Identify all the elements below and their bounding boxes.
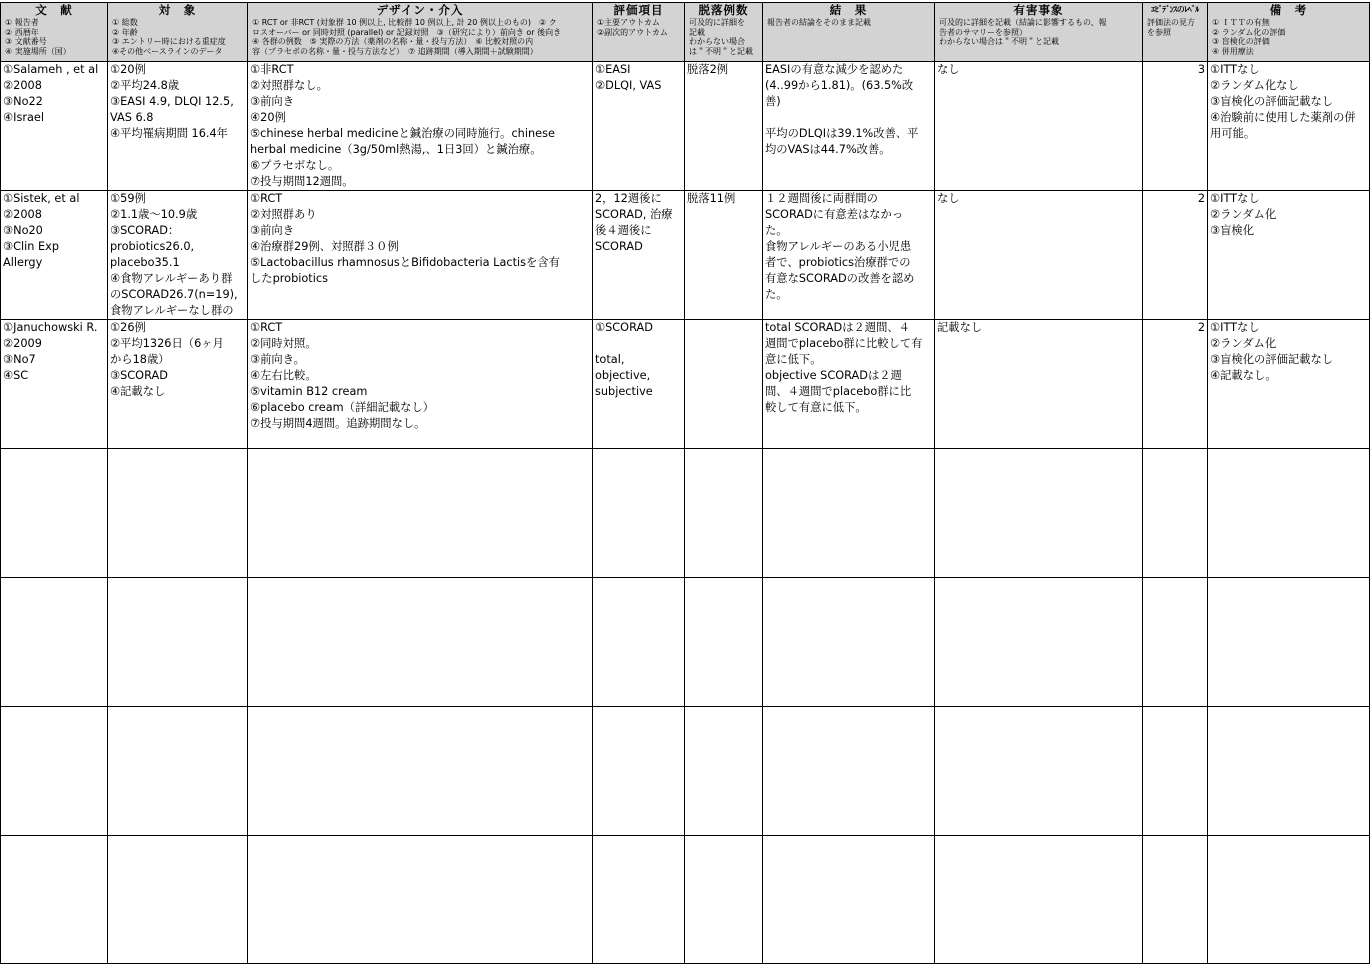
empty-cell <box>935 706 1143 835</box>
subheader-line: ③ 盲検化の評価 <box>1212 37 1270 47</box>
empty-cell <box>108 835 248 963</box>
cell-line: 2，12週後に <box>595 191 662 205</box>
cell-line: ②2009 <box>3 336 42 350</box>
cell-line: 食物アレルギーなし群の <box>110 303 234 317</box>
cell-line: ③盲検化の評価記載なし <box>1210 94 1334 108</box>
cell-line: ④記載なし。 <box>1210 368 1277 382</box>
cell-line: ④治験前に使用した薬剤の併 <box>1210 110 1356 124</box>
cell-line: のSCORAD26.7(n=19), <box>110 287 238 301</box>
cell-line: ③前向き。 <box>250 352 305 366</box>
cell-line: total, <box>595 352 625 366</box>
empty-cell <box>593 706 685 835</box>
cell-line: ④平均罹病期間 16.4年 <box>110 126 228 140</box>
empty-cell <box>1 577 108 706</box>
cell-line: ④Israel <box>3 110 45 124</box>
subheader-line: ③ エントリー時における重症度 <box>112 37 226 47</box>
table-row <box>1 319 1370 448</box>
empty-cell <box>1 835 108 963</box>
cell-literature <box>1 190 108 319</box>
cell-dropouts <box>685 61 763 190</box>
cell-line: ③Clin Exp <box>3 239 60 253</box>
cell-line: SCORAD, 治療 <box>595 207 673 221</box>
cell-line: ①EASI <box>595 62 631 76</box>
cell-line: objective, <box>595 368 651 382</box>
empty-cell <box>685 577 763 706</box>
cell-line: ②同時対照。 <box>250 336 317 350</box>
column-header-notes: 備 考 <box>1208 3 1370 18</box>
cell-line: ①RCT <box>250 320 283 334</box>
column-subheader-literature <box>1 17 108 61</box>
empty-cell <box>1208 577 1370 706</box>
subheader-line: を参照 <box>1147 27 1171 37</box>
cell-line: ③SCORAD <box>110 368 168 382</box>
column-subheader-results <box>763 17 935 61</box>
cell-line: なし <box>937 191 960 205</box>
empty-cell <box>593 835 685 963</box>
column-header-subjects: 対 象 <box>108 3 248 18</box>
subheader-line: 告者のサマリーを参照） <box>939 27 1027 37</box>
cell-results <box>763 319 935 448</box>
table-row <box>1 61 1370 190</box>
subheader-line: ②副次的アウトカム <box>597 27 668 37</box>
cell-line: ④食物アレルギーあり群 <box>110 271 233 285</box>
empty-row <box>1 706 1370 835</box>
empty-cell <box>1 706 108 835</box>
empty-cell <box>1 448 108 577</box>
empty-row <box>1 577 1370 706</box>
cell-adverse <box>935 319 1143 448</box>
subheader-line: 報告者の結論をそのまま記載 <box>767 18 871 27</box>
cell-level: 2 <box>1143 319 1208 448</box>
cell-line: ②平均1326日（6ヶ月 <box>110 336 224 350</box>
cell-line: (4..99から1.81)。(63.5%改 <box>765 78 914 92</box>
cell-line: なし <box>937 62 960 76</box>
cell-line: ②平均24.8歳 <box>110 78 180 92</box>
cell-notes <box>1208 319 1370 448</box>
cell-line: ③SCORAD： <box>110 223 180 237</box>
cell-dropouts <box>685 190 763 319</box>
cell-design <box>248 319 593 448</box>
cell-line: subjective <box>595 384 653 398</box>
cell-adverse <box>935 61 1143 190</box>
cell-line: herbal medicine（3g/50ml熱湯,、1日3回）と鍼治療。 <box>250 142 542 156</box>
cell-line: ⑦投与期間4週間。追跡期間なし。 <box>250 416 426 430</box>
cell-adverse <box>935 190 1143 319</box>
cell-line: placebo35.1 <box>110 255 180 269</box>
empty-row <box>1 835 1370 963</box>
subheader-line: 記載 <box>689 27 705 37</box>
cell-notes <box>1208 61 1370 190</box>
cell-line: ④左右比較。 <box>250 368 317 382</box>
cell-line: Allergy <box>3 255 43 269</box>
cell-line: ③EASI 4.9, DLQI 12.5, <box>110 94 234 108</box>
cell-line: １２週間後に両群間の <box>765 191 878 205</box>
empty-cell <box>1208 835 1370 963</box>
cell-line: 脱落2例 <box>687 62 729 76</box>
cell-line: ②対照群なし。 <box>250 78 328 92</box>
cell-line: ②1.1歳～10.9歳 <box>110 207 198 221</box>
subheader-line: ④ 実施場所（国） <box>5 46 71 56</box>
cell-line: probiotics26.0, <box>110 239 195 253</box>
cell-line: total SCORADは２週間、４ <box>765 320 910 334</box>
cell-line: ⑥placebo cream（詳細記載なし） <box>250 400 435 414</box>
empty-row <box>1 448 1370 577</box>
cell-notes <box>1208 190 1370 319</box>
subheader-line: ① 報告者 <box>5 18 39 27</box>
cell-line: SCORAD <box>595 239 643 253</box>
subheader-line: ロスオーバー or 同時対照 (parallel) or 記録対照 ③（研究により）前向き or 後向き <box>252 27 562 37</box>
empty-cell <box>935 835 1143 963</box>
cell-literature <box>1 61 108 190</box>
column-subheader-adverse <box>935 17 1143 61</box>
column-header-outcomes: 評価項目 <box>593 3 685 18</box>
cell-line: た。 <box>765 287 788 301</box>
cell-line: ④治療群29例、対照群３０例 <box>250 239 399 253</box>
cell-line: 平均のDLQIは39.1%改善、平 <box>765 126 919 140</box>
subheader-line: ③ 文献番号 <box>5 37 47 47</box>
column-subheader-level <box>1143 17 1208 61</box>
cell-line: objective SCORADは２週 <box>765 368 902 382</box>
cell-design <box>248 61 593 190</box>
cell-line: ③前向き <box>250 223 295 237</box>
subheader-line: ② 年齢 <box>112 27 138 37</box>
cell-outcomes <box>593 319 685 448</box>
cell-line: ①26例 <box>110 320 146 334</box>
cell-line: ⑤chinese herbal medicineと鍼治療の同時施行。chinese <box>250 126 555 140</box>
cell-line: 有意なSCORADの改善を認め <box>765 271 915 285</box>
cell-line: ④20例 <box>250 110 286 124</box>
empty-cell <box>593 448 685 577</box>
cell-line: 食物アレルギーのある小児患 <box>765 239 912 253</box>
empty-cell <box>108 577 248 706</box>
table-row <box>1 190 1370 319</box>
cell-line: VAS 6.8 <box>110 110 154 124</box>
cell-results <box>763 190 935 319</box>
empty-cell <box>248 835 593 963</box>
empty-cell <box>763 706 935 835</box>
cell-line: 者で、probiotics治療群での <box>765 255 911 269</box>
cell-line: ③No20 <box>3 223 43 237</box>
empty-cell <box>108 706 248 835</box>
evidence-table <box>0 2 1370 964</box>
column-subheader-outcomes <box>593 17 685 61</box>
cell-line: ①RCT <box>250 191 283 205</box>
empty-cell <box>1143 706 1208 835</box>
subheader-line: 評価法の見方 <box>1147 18 1195 27</box>
cell-line: ②対照群あり <box>250 207 317 221</box>
subheader-line: 可及的に詳細を記載（結論に影響するもの、報 <box>939 18 1107 27</box>
cell-line: 較して有意に低下。 <box>765 400 867 414</box>
cell-line: ⑦投与期間12週間。 <box>250 174 354 188</box>
subheader-line: わからない場合 <box>689 37 745 47</box>
cell-line: ②DLQI, VAS <box>595 78 662 92</box>
cell-line: ⑤vitamin B12 cream <box>250 384 368 398</box>
cell-line: ①Sistek, et al <box>3 191 80 205</box>
subheader-line: ④その他ベースラインのデータ <box>112 46 223 56</box>
empty-cell <box>763 835 935 963</box>
cell-level: 3 <box>1143 61 1208 190</box>
subheader-line: ① RCT or 非RCT (対象群 10 例以上, 比較群 10 例以上, 計 20 例以上のもの) ② ク <box>252 18 557 27</box>
cell-line: ④SC <box>3 368 29 382</box>
cell-line: ①Salameh , et al <box>3 62 99 76</box>
cell-line: ②ランダム化 <box>1210 336 1277 350</box>
column-header-dropouts: 脱落例数 <box>685 3 763 18</box>
cell-line: 均のVASは44.7%改善。 <box>765 142 891 156</box>
subheader-line: わからない場合は＂不明＂と記載 <box>939 37 1059 47</box>
empty-cell <box>935 448 1143 577</box>
cell-line: SCORADに有意差はなかっ <box>765 207 904 221</box>
column-header-literature: 文 献 <box>1 3 108 18</box>
cell-line: 意に低下。 <box>765 352 822 366</box>
cell-line: 後４週後に <box>595 223 652 237</box>
empty-cell <box>1143 448 1208 577</box>
cell-line: ③盲検化の評価記載なし <box>1210 352 1334 366</box>
subheader-line: 可及的に詳細を <box>689 18 745 27</box>
column-subheader-dropouts <box>685 17 763 61</box>
empty-cell <box>685 706 763 835</box>
cell-design <box>248 190 593 319</box>
cell-line: ①20例 <box>110 62 146 76</box>
empty-cell <box>248 706 593 835</box>
cell-line: 週間でplacebo群に比較して有 <box>765 336 923 350</box>
cell-line: ⑥プラセボなし。 <box>250 158 340 172</box>
empty-cell <box>248 448 593 577</box>
empty-cell <box>685 448 763 577</box>
empty-cell <box>935 577 1143 706</box>
cell-line: したprobiotics <box>250 271 328 285</box>
cell-line <box>595 336 682 352</box>
subheader-line: ①主要アウトカム <box>597 18 660 27</box>
cell-dropouts <box>685 319 763 448</box>
cell-line: ⑤Lactobacillus rhamnosusとBifidobacteria Lactisを含有 <box>250 255 560 269</box>
cell-line: ④記載なし <box>110 384 166 398</box>
cell-line: ②ランダム化なし <box>1210 78 1299 92</box>
cell-line: 用可能。 <box>1210 126 1256 140</box>
column-subheader-notes <box>1208 17 1370 61</box>
column-header-design: デザイン・介入 <box>248 3 593 18</box>
cell-line: ③盲検化 <box>1210 223 1255 237</box>
cell-results <box>763 61 935 190</box>
cell-literature <box>1 319 108 448</box>
cell-subjects <box>108 319 248 448</box>
empty-cell <box>1143 577 1208 706</box>
cell-line: ②2008 <box>3 207 42 221</box>
empty-cell <box>108 448 248 577</box>
cell-line: ①ITTなし <box>1210 191 1260 205</box>
cell-line: ①Januchowski R. <box>3 320 98 334</box>
subheader-line: 容（プラセボの名称・量・投与方法など） ⑦ 追跡期間（導入期間＋試験期間） <box>252 46 538 56</box>
empty-cell <box>763 577 935 706</box>
empty-cell <box>763 448 935 577</box>
column-subheader-design <box>248 17 593 61</box>
column-header-adverse: 有害事象 <box>935 3 1143 18</box>
column-header-results: 結 果 <box>763 3 935 18</box>
cell-subjects <box>108 190 248 319</box>
empty-cell <box>1208 706 1370 835</box>
column-subheader-subjects <box>108 17 248 61</box>
empty-cell <box>685 835 763 963</box>
cell-line: た。 <box>765 223 788 237</box>
cell-line <box>765 110 932 126</box>
cell-line: ③前向き <box>250 94 295 108</box>
subheader-line: ② 西暦年 <box>5 27 39 37</box>
cell-line: 脱落11例 <box>687 191 736 205</box>
cell-subjects <box>108 61 248 190</box>
cell-outcomes <box>593 61 685 190</box>
cell-line: 間、４週間でplacebo群に比 <box>765 384 912 398</box>
cell-line: から18歳） <box>110 352 170 366</box>
subheader-line: ① 総数 <box>112 18 138 27</box>
empty-cell <box>1208 448 1370 577</box>
empty-cell <box>248 577 593 706</box>
empty-cell <box>593 577 685 706</box>
subheader-line: ④ 各群の例数 ⑤ 実際の方法（薬剤の名称・量・投与方法） ⑥ 比較対照の内 <box>252 37 534 47</box>
subheader-line: ④ 併用療法 <box>1212 46 1254 56</box>
subheader-line: ② ランダム化の評価 <box>1212 27 1286 37</box>
cell-outcomes <box>593 190 685 319</box>
cell-line: ③No7 <box>3 352 36 366</box>
empty-cell <box>1143 835 1208 963</box>
cell-line: ①59例 <box>110 191 146 205</box>
cell-line: ①ITTなし <box>1210 320 1260 334</box>
cell-line: ③No22 <box>3 94 43 108</box>
cell-line: ①非RCT <box>250 62 294 76</box>
subheader-line: は＂不明＂と記載 <box>689 46 753 56</box>
cell-line: EASIの有意な減少を認めた <box>765 62 904 76</box>
cell-line: ②ランダム化 <box>1210 207 1277 221</box>
cell-line: 記載なし <box>937 320 983 334</box>
cell-line: 善) <box>765 94 781 108</box>
cell-line: ①SCORAD <box>595 320 653 334</box>
cell-line: ②2008 <box>3 78 42 92</box>
cell-level: 2 <box>1143 190 1208 319</box>
subheader-line: ① ＩＴＴの有無 <box>1212 18 1270 27</box>
column-header-level: ｴﾋﾞﾃﾞﾝｽのﾚﾍﾞﾙ <box>1143 3 1208 18</box>
cell-line: ①ITTなし <box>1210 62 1260 76</box>
